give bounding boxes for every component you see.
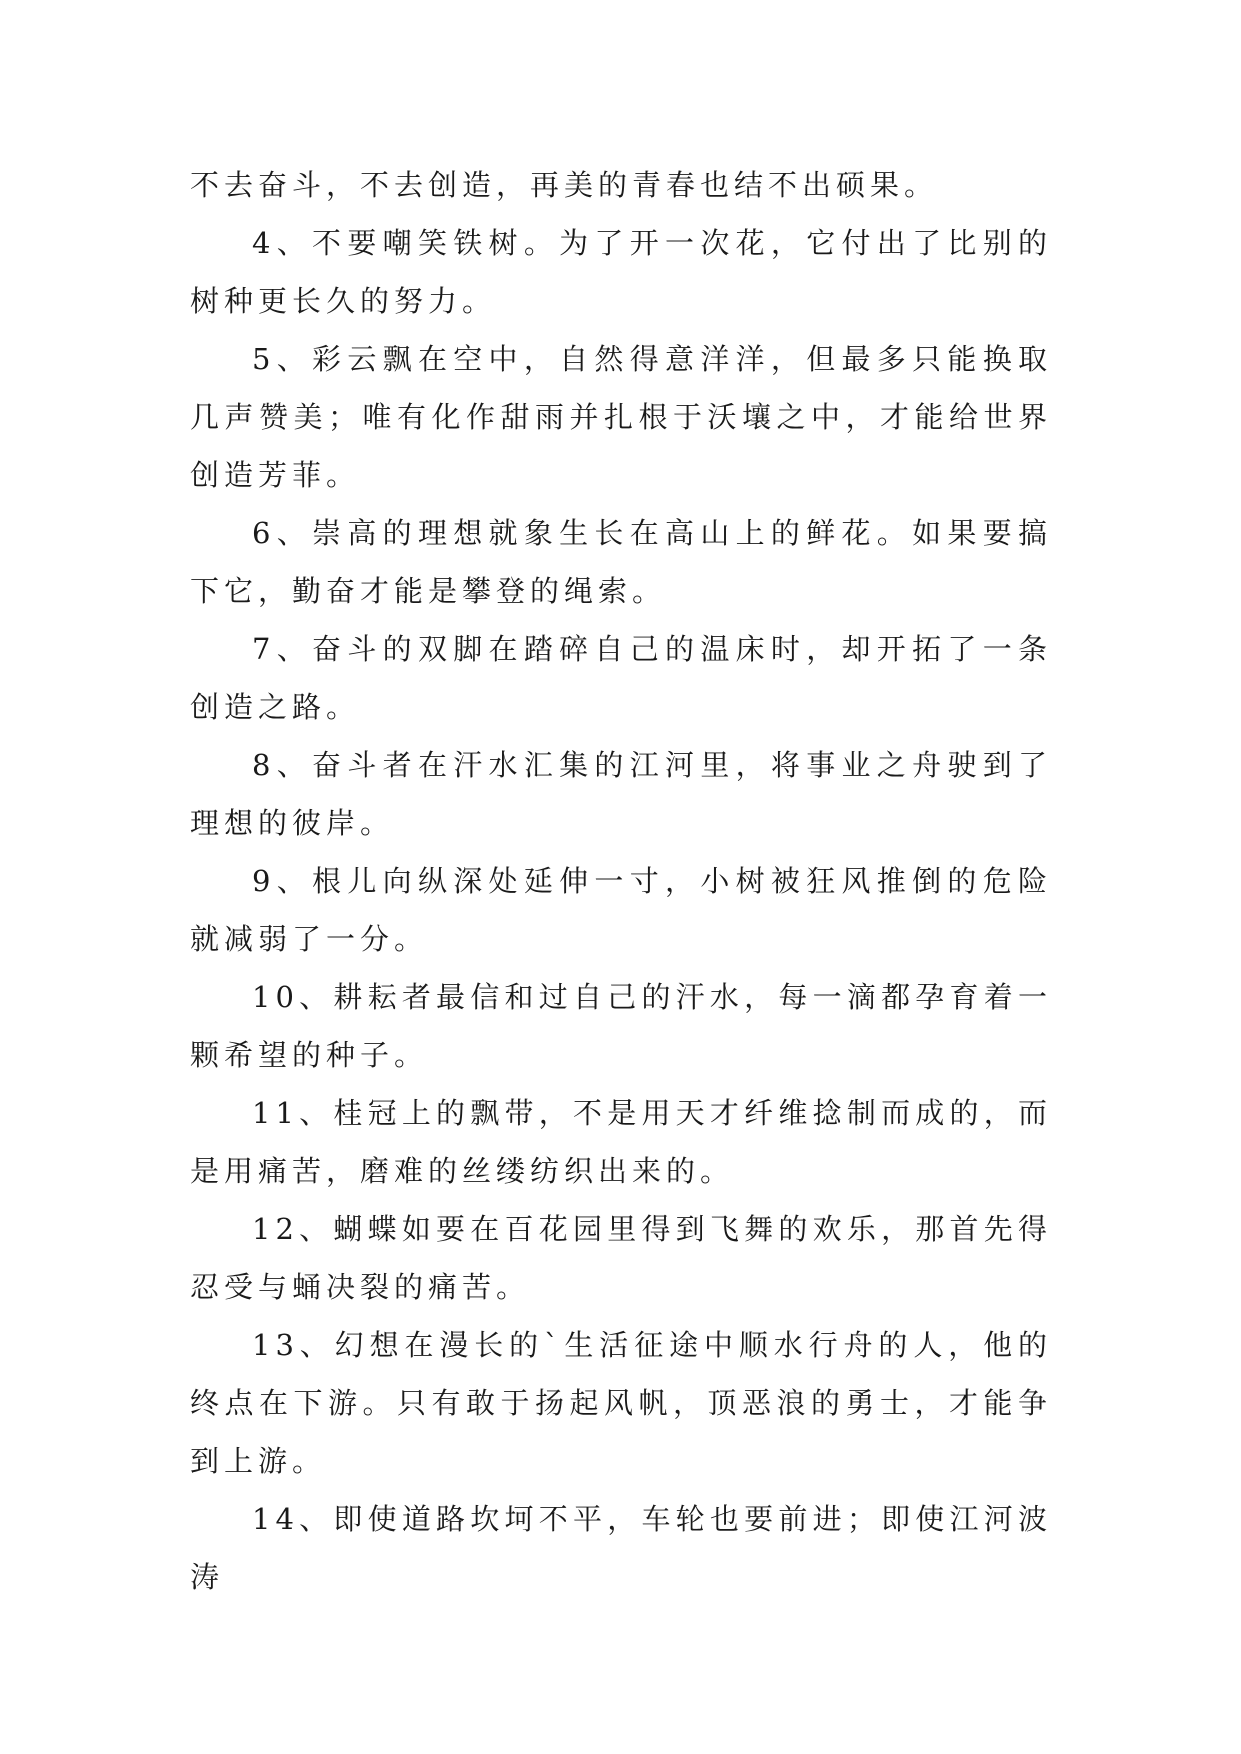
document-body (190, 156, 1052, 1606)
paragraph-item-4: 4、不要嘲笑铁树。为了开一次花，它付出了比别的树种更长久的努力。 (190, 226, 1052, 318)
paragraph-item-6: 6、崇高的理想就象生长在高山上的鲜花。如果要搞下它，勤奋才能是攀登的绳索。 (190, 516, 1052, 608)
paragraph-item-5: 5、彩云飘在空中，自然得意洋洋，但最多只能换取几声赞美；唯有化作甜雨并扎根于沃壤之中，才能给世界创造芳菲。 (190, 342, 1052, 492)
paragraph-item-8: 8、奋斗者在汗水汇集的江河里，将事业之舟驶到了理想的彼岸。 (190, 748, 1052, 840)
paragraph-item-12: 12、蝴蝶如要在百花园里得到飞舞的欢乐，那首先得忍受与蛹决裂的痛苦。 (190, 1212, 1052, 1304)
paragraph-item-10: 10、耕耘者最信和过自己的汗水，每一滴都孕育着一颗希望的种子。 (190, 980, 1052, 1072)
paragraph-item-11: 11、桂冠上的飘带，不是用天才纤维捻制而成的，而是用痛苦，磨难的丝缕纺织出来的。 (190, 1096, 1052, 1188)
paragraph-continuation: 不去奋斗，不去创造，再美的青春也结不出硕果。 (190, 168, 939, 202)
paragraph-item-7: 7、奋斗的双脚在踏碎自己的温床时，却开拓了一条创造之路。 (190, 632, 1052, 724)
paragraph-item-14: 14、即使道路坎坷不平，车轮也要前进；即使江河波涛 (190, 1502, 1052, 1594)
paragraph-item-9: 9、根儿向纵深处延伸一寸，小树被狂风推倒的危险就减弱了一分。 (190, 864, 1052, 956)
paragraph-item-13: 13、幻想在漫长的`生活征途中顺水行舟的人，他的终点在下游。只有敢于扬起风帆，顶恶浪的勇士，才能争到上游。 (190, 1328, 1052, 1478)
